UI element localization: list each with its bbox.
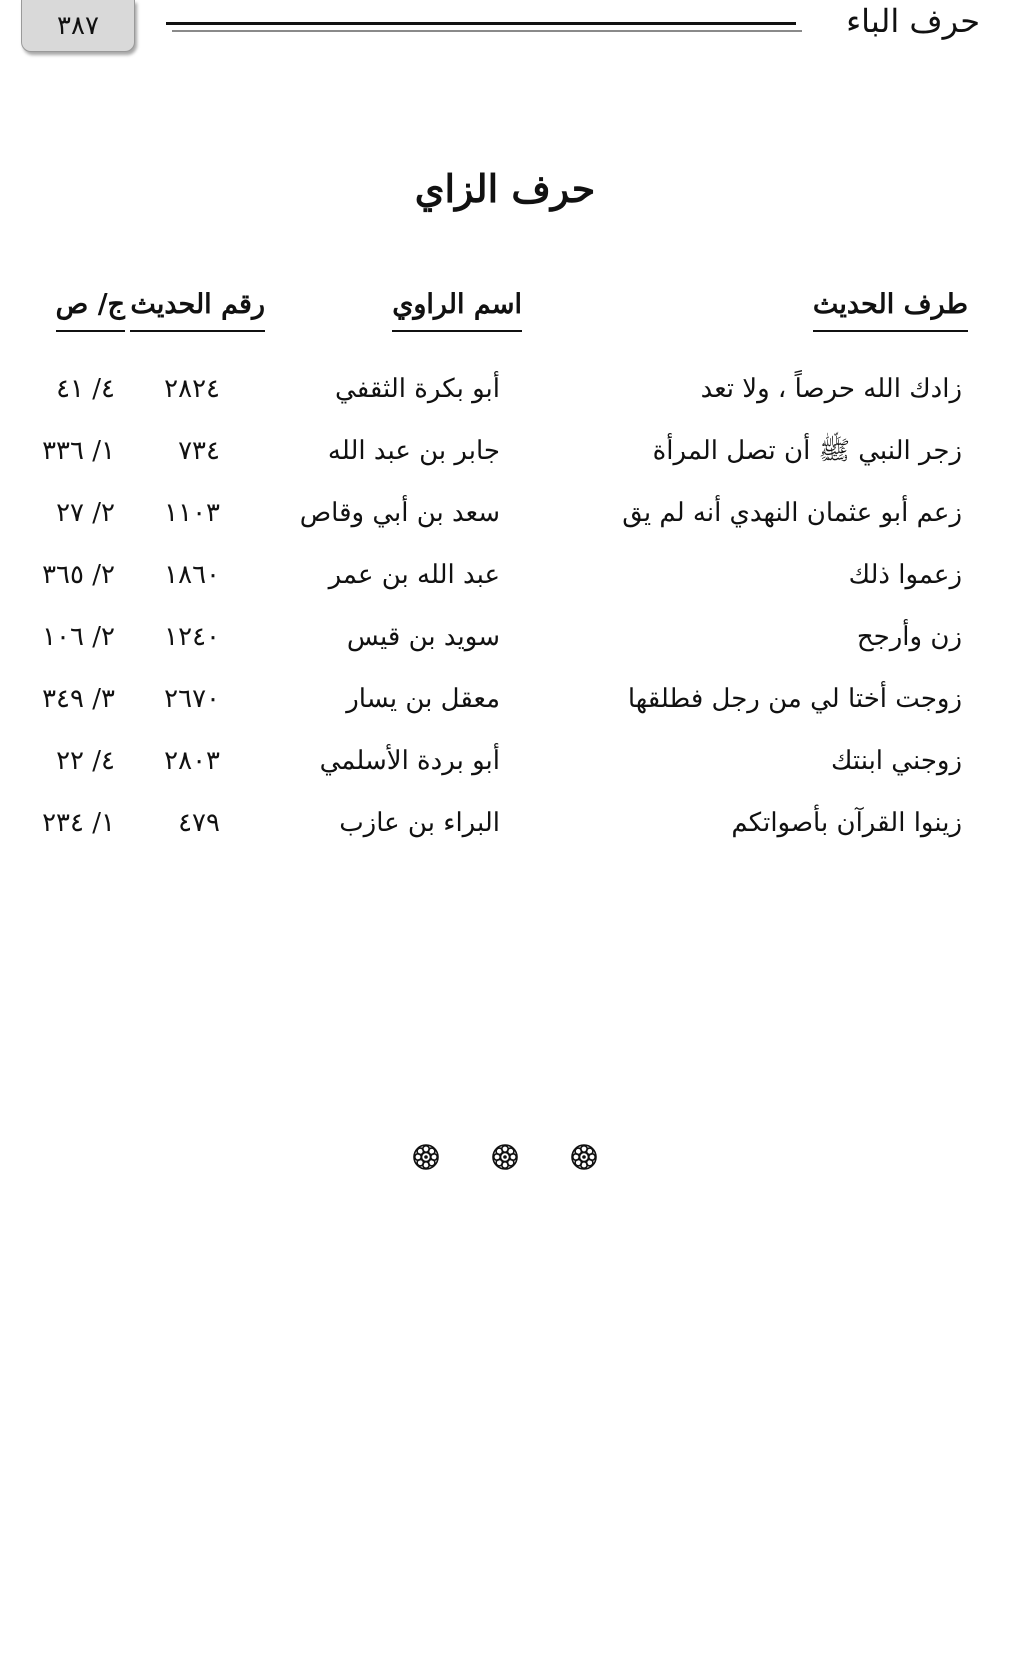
hadith-index-table: [0, 372, 1010, 868]
hadith-number-cell: ٧٣٤: [178, 436, 220, 466]
narrator-cell: جابر بن عبد الله: [327, 436, 500, 466]
hadith-tip-cell: زجر النبي ﷺ أن تصل المرأة: [652, 436, 962, 466]
page-number: ٣٨٧: [57, 10, 99, 41]
header-rule-shadow: [172, 30, 802, 32]
narrator-cell: معقل بن يسار: [346, 684, 500, 714]
volume-page-cell: ٤/ ٤١: [56, 374, 115, 404]
table-row: [0, 434, 1010, 496]
section-title: حرف الزاي: [414, 166, 596, 211]
column-header-hadith-number: رقم الحديث: [130, 288, 265, 332]
hadith-number-cell: ١٨٦٠: [164, 560, 220, 590]
rosette-ornament-icon: [411, 1142, 441, 1176]
hadith-tip-cell: زوجت أختا لي من رجل فطلقها: [627, 684, 962, 714]
volume-page-cell: ٢/ ١٠٦: [42, 622, 115, 652]
volume-page-cell: ١/ ٣٣٦: [42, 436, 115, 466]
section-end-ornaments: [0, 1142, 1010, 1176]
table-row: [0, 496, 1010, 558]
narrator-cell: سويد بن قيس: [346, 622, 500, 652]
hadith-tip-cell: زوجني ابنتك: [830, 746, 962, 776]
column-header-hadith-tip: طرف الحديث: [813, 288, 968, 332]
table-row: [0, 682, 1010, 744]
header-rule: [166, 22, 796, 25]
volume-page-cell: ٢/ ٣٦٥: [42, 560, 115, 590]
hadith-number-cell: ٢٨٢٤: [164, 374, 220, 404]
table-row: [0, 620, 1010, 682]
narrator-cell: عبد الله بن عمر: [328, 560, 500, 590]
page-number-tab: [21, 0, 135, 52]
rosette-ornament-icon: [569, 1142, 599, 1176]
hadith-tip-cell: زينوا القرآن بأصواتكم: [731, 808, 962, 838]
hadith-number-cell: ٢٨٠٣: [164, 746, 220, 776]
volume-page-cell: ٤/ ٢٢: [56, 746, 115, 776]
hadith-tip-cell: زعم أبو عثمان النهدي أنه لم يق: [622, 498, 962, 528]
volume-page-cell: ٢/ ٢٧: [56, 498, 115, 528]
hadith-number-cell: ١١٠٣: [164, 498, 220, 528]
narrator-cell: أبو بكرة الثقفي: [335, 374, 500, 404]
rosette-ornament-icon: [490, 1142, 520, 1176]
narrator-cell: سعد بن أبي وقاص: [299, 498, 500, 528]
table-row: [0, 806, 1010, 868]
hadith-tip-cell: زادك الله حرصاً ، ولا تعد: [700, 374, 962, 404]
narrator-cell: أبو بردة الأسلمي: [319, 746, 500, 776]
hadith-tip-cell: زعموا ذلك: [848, 560, 962, 590]
column-header-narrator: اسم الراوي: [392, 288, 522, 332]
table-row: [0, 558, 1010, 620]
table-row: [0, 744, 1010, 806]
volume-page-cell: ٣/ ٣٤٩: [42, 684, 115, 714]
running-title: حرف الباء: [846, 2, 980, 40]
table-row: [0, 372, 1010, 434]
hadith-tip-cell: زن وأرجح: [856, 622, 962, 652]
hadith-number-cell: ١٢٤٠: [164, 622, 220, 652]
hadith-number-cell: ٤٧٩: [178, 808, 220, 838]
column-header-volume-page: ج/ ص: [56, 288, 125, 332]
narrator-cell: البراء بن عازب: [339, 808, 500, 838]
volume-page-cell: ١/ ٢٣٤: [42, 808, 115, 838]
hadith-number-cell: ٢٦٧٠: [164, 684, 220, 714]
